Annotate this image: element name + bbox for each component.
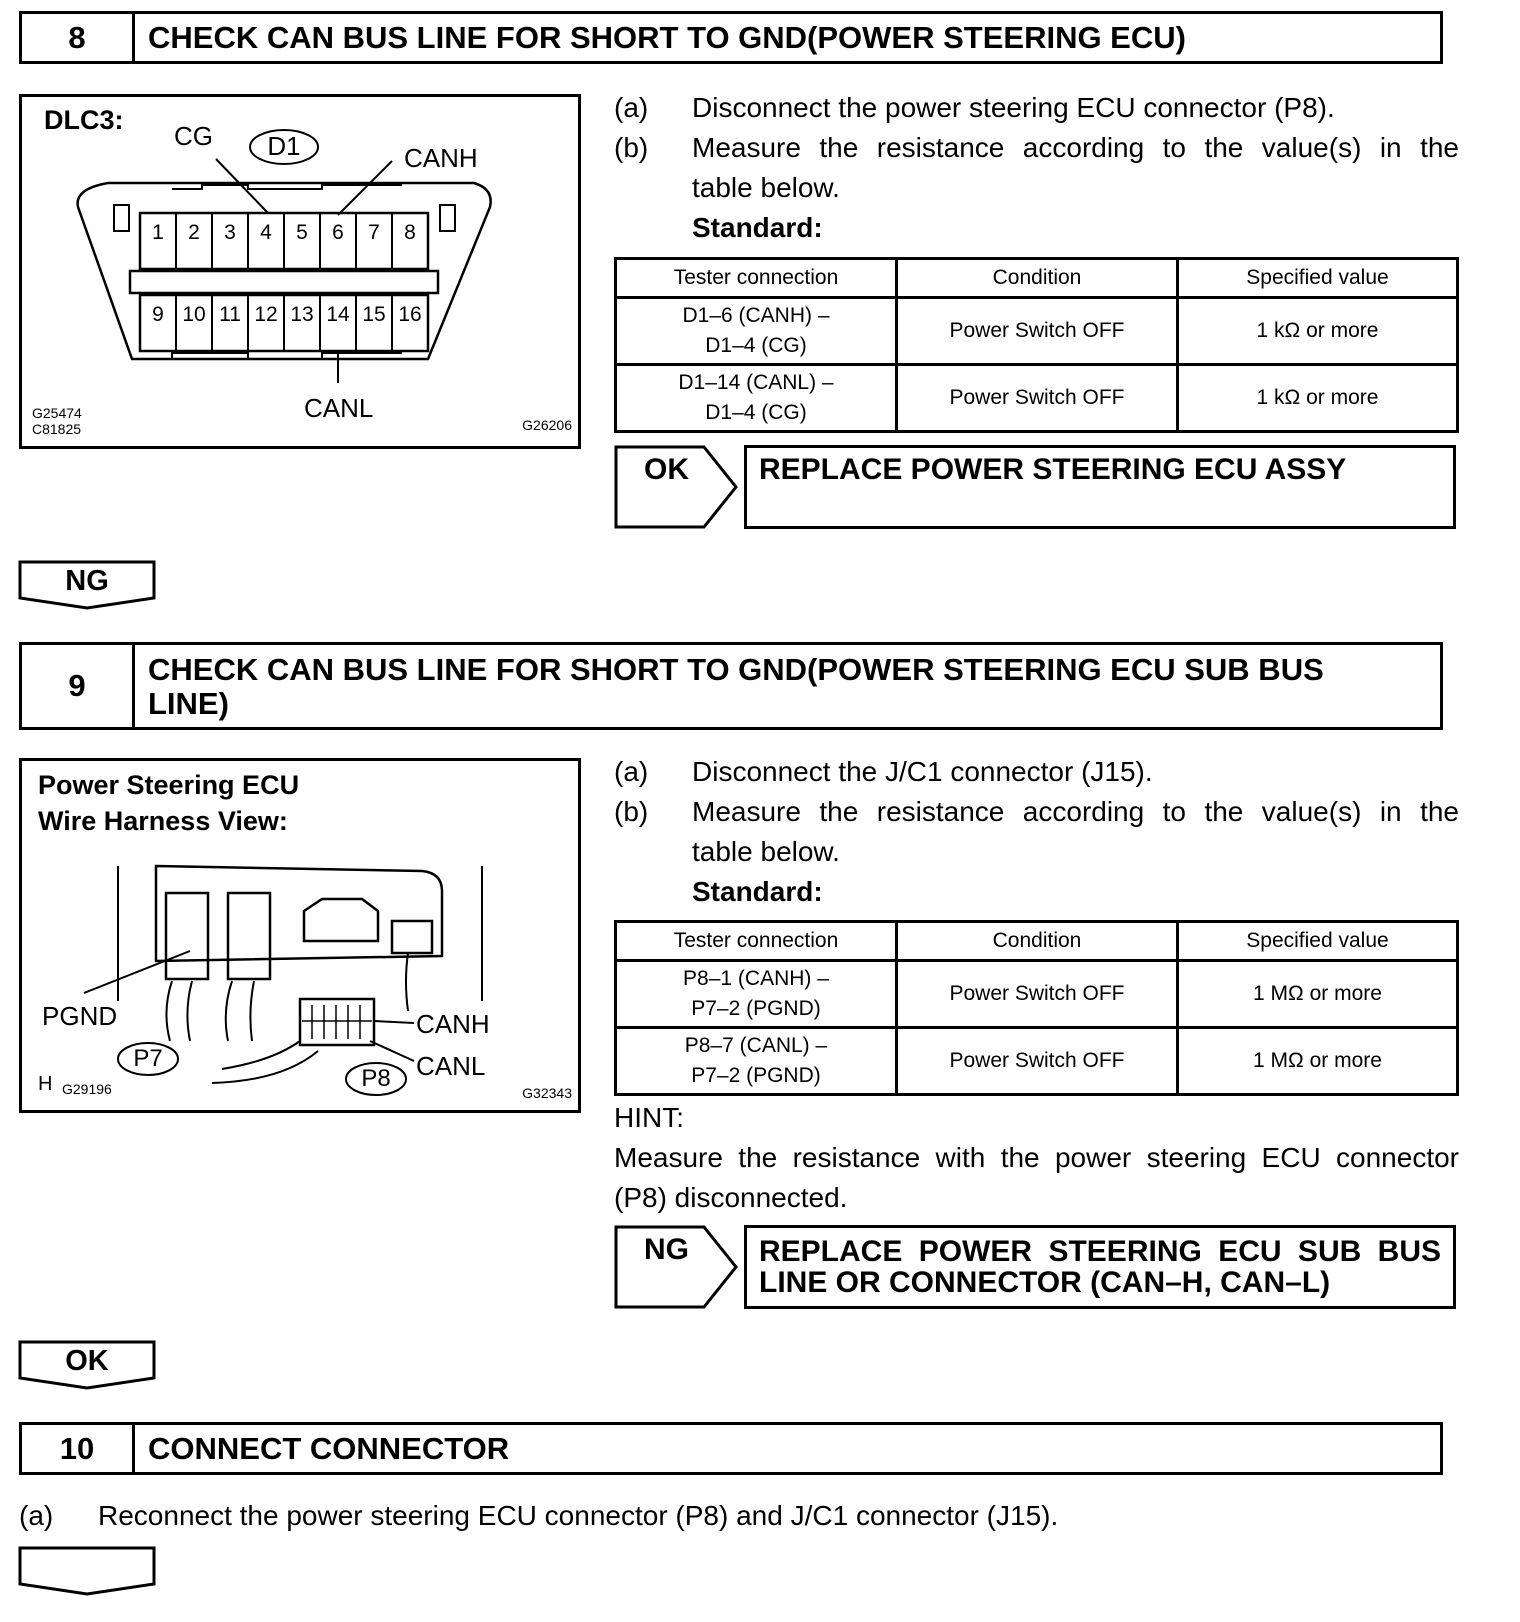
condition-cell: Power Switch OFF — [897, 298, 1178, 365]
pin-number: 14 — [326, 303, 350, 326]
figure-label-line: Power Steering ECU — [38, 770, 300, 800]
dlc3-connector-figure — [19, 94, 581, 449]
specified-value-cell: 1 MΩ or more — [1178, 1028, 1458, 1095]
figure-code-right: G32343 — [522, 1085, 572, 1101]
instruction-text: Disconnect the J/C1 connector (J15). — [692, 756, 1153, 787]
step-title-line: LINE) — [148, 686, 229, 721]
figure-code-2: C81825 — [32, 421, 82, 437]
hint-text: Measure the resistance with the power steering ECU connector — [614, 1142, 1459, 1173]
next-step-arrow — [18, 1546, 156, 1596]
specified-value-cell: 1 MΩ or more — [1178, 961, 1458, 1028]
figure-label-line: Wire Harness View: — [38, 806, 288, 836]
column-header: Specified value — [1178, 922, 1458, 961]
result-ok-replace-ecu — [614, 445, 1459, 529]
instruction-marker: (a) — [614, 756, 649, 787]
step-title — [148, 645, 1428, 727]
tester-connection-cell — [616, 1028, 897, 1095]
result-action-line: REPLACE POWER STEERING ECU SUB BUS — [759, 1235, 1441, 1268]
table-header-row — [616, 259, 1458, 298]
pin-number: 12 — [254, 303, 278, 326]
result-tag-label: NG — [644, 1233, 689, 1266]
pin-number: 15 — [362, 303, 386, 326]
cell-line: D1–6 (CANH) – — [682, 304, 830, 327]
pin-number: 7 — [368, 221, 380, 244]
table-row — [616, 1028, 1458, 1095]
pin-row-bottom — [140, 303, 428, 327]
instruction-text: Measure the resistance according to the value(s) in the — [692, 796, 1459, 827]
pin-number: 10 — [182, 303, 206, 326]
tester-connection-cell — [616, 365, 897, 432]
instruction-marker: (a) — [614, 92, 649, 123]
step-title: CONNECT CONNECTOR — [148, 1430, 510, 1466]
connector-tag-d1: D1 — [267, 131, 301, 161]
figure-label — [38, 767, 299, 839]
down-arrow-box-icon — [18, 1546, 156, 1596]
step-title: CHECK CAN BUS LINE FOR SHORT TO GND(POWER STEERING ECU) — [148, 19, 1186, 55]
result-action — [744, 1225, 1456, 1309]
pin-number: 2 — [188, 221, 200, 244]
cg-callout: CG — [174, 121, 213, 151]
column-header: Condition — [897, 259, 1178, 298]
result-ng-replace-sub-bus — [614, 1225, 1459, 1309]
cell-line: D1–14 (CANL) – — [678, 371, 834, 394]
table-row — [616, 365, 1458, 432]
instruction-text: Reconnect the power steering ECU connector (P8) and J/C1 connector (J15). — [98, 1500, 1059, 1531]
pin-number: 9 — [152, 303, 164, 326]
column-header: Tester connection — [616, 259, 897, 298]
canh-callout: CANH — [404, 143, 478, 173]
step-8-header — [19, 11, 1443, 64]
table-row — [616, 298, 1458, 365]
hint-label: HINT: — [614, 1102, 684, 1133]
pin-number: 6 — [332, 221, 344, 244]
result-arrow-tag — [614, 1225, 739, 1309]
column-header: Condition — [897, 922, 1178, 961]
step-number: 10 — [22, 1425, 135, 1472]
cell-line: P8–7 (CANL) – — [684, 1034, 828, 1057]
figure-label: DLC3: — [44, 105, 124, 135]
standard-table — [614, 257, 1459, 433]
standard-label: Standard: — [692, 876, 823, 907]
pin-number: 5 — [296, 221, 308, 244]
cell-line: P7–2 (PGND) — [691, 1064, 821, 1087]
canl-callout: CANL — [304, 393, 374, 423]
condition-cell: Power Switch OFF — [897, 1028, 1178, 1095]
tester-connection-cell — [616, 961, 897, 1028]
table-header-row — [616, 922, 1458, 961]
pin-number: 13 — [290, 303, 314, 326]
instruction-text: Measure the resistance according to the value(s) in the — [692, 132, 1459, 163]
canh-callout: CANH — [416, 1009, 490, 1039]
condition-cell: Power Switch OFF — [897, 365, 1178, 432]
figure-code-right: G26206 — [522, 417, 572, 433]
step-number: 9 — [22, 645, 135, 727]
outcome-ok — [18, 1340, 156, 1390]
figure-code-1: G25474 — [32, 405, 82, 421]
condition-cell: Power Switch OFF — [897, 961, 1178, 1028]
figure-code-left: G29196 — [62, 1081, 112, 1097]
step-10-header — [19, 1422, 1443, 1475]
cell-line: D1–4 (CG) — [705, 334, 807, 357]
outcome-label: OK — [65, 1345, 109, 1377]
standard-table — [614, 920, 1459, 1096]
step-title-line: CHECK CAN BUS LINE FOR SHORT TO GND(POWER STEERING ECU SUB BUS — [148, 652, 1324, 687]
figure-letter: H — [38, 1073, 53, 1095]
result-action-line: LINE OR CONNECTOR (CAN–H, CAN–L) — [759, 1266, 1331, 1299]
instruction-marker: (a) — [19, 1500, 54, 1531]
cell-line: P8–1 (CANH) – — [683, 967, 829, 990]
table-row — [616, 961, 1458, 1028]
outcome-ng — [18, 560, 156, 610]
instruction-text: table below. — [692, 836, 840, 867]
tester-connection-cell — [616, 298, 897, 365]
connector-tag-p8: P8 — [361, 1065, 391, 1092]
instruction-marker: (b) — [614, 796, 649, 827]
standard-label: Standard: — [692, 212, 823, 243]
pin-number: 1 — [152, 221, 164, 244]
result-arrow-tag — [614, 445, 739, 529]
pin-number: 3 — [224, 221, 236, 244]
pin-row-top — [140, 221, 428, 245]
specified-value-cell: 1 kΩ or more — [1178, 298, 1458, 365]
result-action: REPLACE POWER STEERING ECU ASSY — [744, 445, 1456, 529]
pin-number: 16 — [398, 303, 422, 326]
pgnd-callout: PGND — [42, 1001, 118, 1031]
pin-number: 11 — [219, 303, 241, 326]
ecu-harness-figure — [19, 758, 581, 1113]
step-number: 8 — [22, 14, 135, 61]
instruction-marker: (b) — [614, 132, 649, 163]
outcome-label: NG — [65, 565, 109, 597]
hint-text: (P8) disconnected. — [614, 1182, 848, 1213]
cell-line: P7–2 (PGND) — [691, 997, 821, 1020]
step-9-header — [19, 642, 1443, 730]
connector-tag-p7: P7 — [133, 1045, 163, 1072]
cell-line: D1–4 (CG) — [705, 401, 807, 424]
column-header: Tester connection — [616, 922, 897, 961]
pin-number: 8 — [404, 221, 416, 244]
pin-number: 4 — [260, 221, 272, 244]
result-tag-label: OK — [644, 453, 689, 486]
column-header: Specified value — [1178, 259, 1458, 298]
instruction-text: table below. — [692, 172, 840, 203]
specified-value-cell: 1 kΩ or more — [1178, 365, 1458, 432]
instruction-text: Disconnect the power steering ECU connector (P8). — [692, 92, 1335, 123]
canl-callout: CANL — [416, 1051, 486, 1081]
